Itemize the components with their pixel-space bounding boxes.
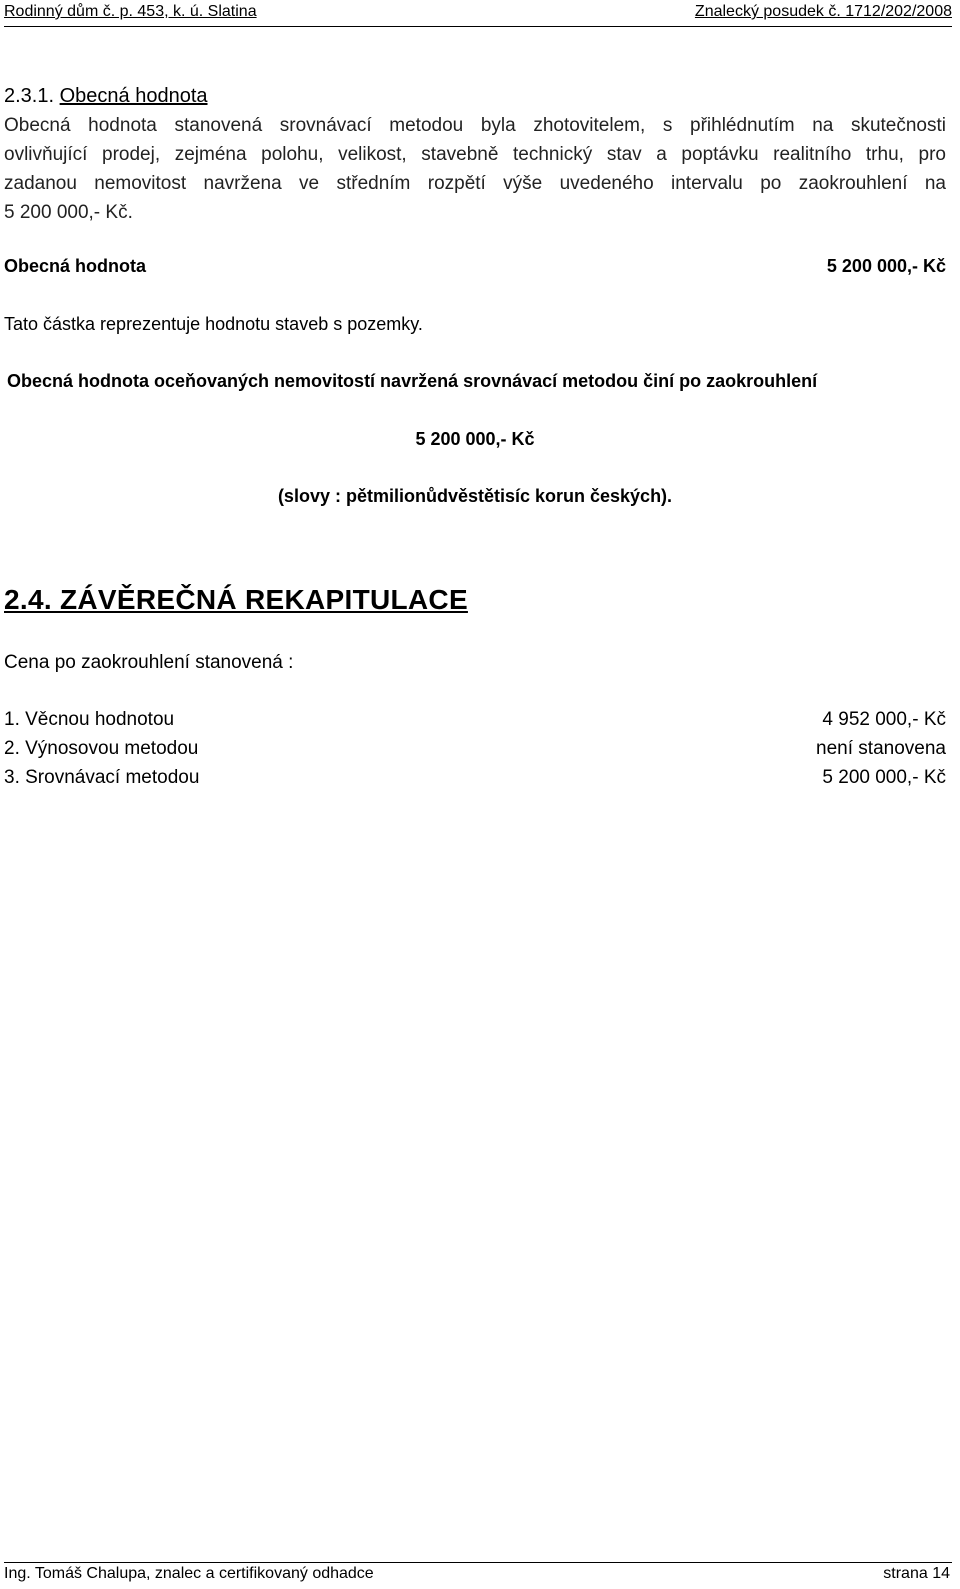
header-left: Rodinný dům č. p. 453, k. ú. Slatina (4, 3, 257, 20)
obecna-hodnota-row (4, 256, 946, 284)
section-231-title (4, 85, 208, 108)
amount-in-words: (slovy : pětmilionůdvěstětisíc korun českých). (277, 486, 673, 506)
section-title: Obecná hodnota (59, 85, 208, 107)
section-231-paragraph (4, 111, 946, 227)
recap-label: 3. Srovnávací metodou (4, 767, 200, 788)
recap-row (4, 763, 946, 792)
section-number: 2.3.1. (4, 85, 55, 107)
section-24-heading: 2.4. ZÁVĚREČNÁ REKAPITULACE (4, 584, 468, 615)
value-note: Tato částka reprezentuje hodnotu staveb s pozemky. (4, 314, 423, 334)
header-right: Znalecký posudek č. 1712/202/2008 (694, 3, 952, 20)
recap-row (4, 734, 946, 763)
paragraph-line: ovlivňující prodej, zejména polohu, velikost, stavebně technický stav a poptávku realitního trhu, pro (4, 144, 946, 165)
footer-left: Ing. Tomáš Chalupa, znalec a certifikovaný odhadce (4, 1565, 374, 1582)
value-amount: 5 200 000,- Kč (826, 256, 946, 276)
paragraph-line: zadanou nemovitost navržena ve středním rozpětí výše uvedeného intervalu po zaokrouhlení na (4, 173, 946, 194)
recap-value: není stanovena (816, 738, 946, 759)
recap-label: 1. Věcnou hodnotou (4, 709, 175, 730)
paragraph-line: 5 200 000,- Kč. (4, 202, 133, 223)
page-number: strana 14 (883, 1565, 950, 1582)
summary-value: 5 200 000,- Kč (415, 429, 535, 449)
value-label: Obecná hodnota (4, 256, 147, 276)
header-rule (4, 26, 952, 27)
recap-intro: Cena po zaokrouhlení stanovená : (4, 652, 294, 673)
recap-value: 5 200 000,- Kč (822, 767, 946, 788)
recap-row (4, 705, 946, 734)
paragraph-line: Obecná hodnota stanovená srovnávací metodou byla zhotovitelem, s přihlédnutím na skutečnosti (4, 115, 946, 136)
recap-label: 2. Výnosovou metodou (4, 738, 199, 759)
summary-statement: Obecná hodnota oceňovaných nemovitostí navržená srovnávací metodou činí po zaokrouhlení (7, 371, 818, 391)
recap-value: 4 952 000,- Kč (822, 709, 946, 730)
recap-list (4, 705, 946, 792)
footer-rule (4, 1562, 952, 1563)
